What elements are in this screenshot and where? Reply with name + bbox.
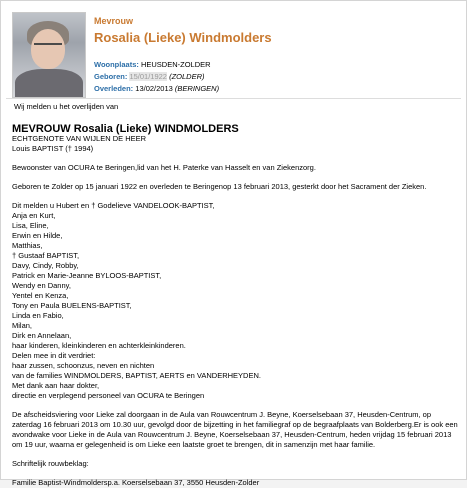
portrait-glasses bbox=[34, 43, 62, 51]
overleden-place: (BERINGEN) bbox=[174, 84, 220, 93]
family-line: Delen mee in dit verdriet: bbox=[12, 351, 96, 360]
name-prefix: Mevrouw bbox=[94, 16, 134, 26]
service-paragraph: De afscheidsviering voor Lieke zal doorgaan in de Aula van Rouwcentrum J. Beyne, Koerselsebaan 37, Heusden-Centrum, op zaterdag 16 februari 2013 om 10.30 uur, gevolgd door de bijzetting in het familiegraf op de begraafplaats van Bolderberg.Er is ook een avondwake voor Lieke in de Aula van Rouwcentrum J. Beyne, Koerselsebaan 37, Heusden-Centrum, heden vrijdag 15 februari 2013 om 19 uur, waarna er gelegenheid is om Lieke een laatste groet te brengen, dit in samenzijn met haar familie. bbox=[12, 410, 458, 449]
fact-woonplaats bbox=[94, 59, 219, 71]
obituary-header bbox=[94, 16, 458, 45]
family-line: Matthias, bbox=[12, 241, 43, 250]
family-line: haar kinderen, kleinkinderen en achterkleinkinderen. bbox=[12, 341, 186, 350]
portrait-photo bbox=[12, 12, 86, 98]
family-line: Milan, bbox=[12, 321, 33, 330]
header-divider bbox=[6, 98, 461, 99]
fact-geboren bbox=[94, 71, 219, 83]
family-line: haar zussen, schoonzus, neven en nichten bbox=[12, 361, 155, 370]
geboren-place: (ZOLDER) bbox=[169, 72, 205, 81]
portrait-shoulders bbox=[15, 69, 83, 98]
family-line: directie en verplegend personeel van OCURA te Beringen bbox=[12, 391, 205, 400]
family-line: † Gustaaf BAPTIST, bbox=[12, 251, 80, 260]
family-line: Wendy en Danny, bbox=[12, 281, 71, 290]
family-line: Lisa, Eline, bbox=[12, 221, 49, 230]
spouse-name: Louis BAPTIST († 1994) bbox=[12, 144, 94, 153]
announcement-title: MEVROUW Rosalia (Lieke) WINDMOLDERS bbox=[12, 123, 239, 135]
family-line: Tony en Paula BUELENS-BAPTIST, bbox=[12, 301, 132, 310]
family-line: Yentel en Kenza, bbox=[12, 291, 69, 300]
family-line: Dit melden u Hubert en † Godelieve VANDELOOK-BAPTIST, bbox=[12, 201, 215, 210]
family-line: Linda en Fabio, bbox=[12, 311, 64, 320]
obituary-text bbox=[12, 102, 460, 488]
family-line: Erwin en Hilde, bbox=[12, 231, 63, 240]
spouse-line: ECHTGENOTE VAN WIJLEN DE HEER bbox=[12, 134, 147, 143]
family-list bbox=[12, 201, 460, 401]
deceased-name: Rosalia (Lieke) Windmolders bbox=[94, 30, 272, 45]
birth-death-paragraph: Geboren te Zolder op 15 januari 1922 en overleden te Beringenop 13 februari 2013, gesterkt door het Sacrament der Zieken. bbox=[12, 182, 427, 191]
residence-paragraph: Bewoonster van OCURA te Beringen,lid van het H. Paterke van Hasselt en van Ziekenzorg. bbox=[12, 163, 316, 172]
family-line: Met dank aan haar dokter, bbox=[12, 381, 100, 390]
condolence-label: Schriftelijk rouwbeklag: bbox=[12, 459, 89, 468]
facts-block bbox=[94, 59, 219, 95]
geboren-label: Geboren: bbox=[94, 72, 128, 81]
overleden-label: Overleden: bbox=[94, 84, 134, 93]
family-line: Anja en Kurt, bbox=[12, 211, 56, 220]
family-line: Davy, Cindy, Robby, bbox=[12, 261, 79, 270]
family-line: Patrick en Marie-Jeanne BYLOOS-BAPTIST, bbox=[12, 271, 162, 280]
woonplaats-value: HEUSDEN-ZOLDER bbox=[140, 60, 211, 69]
family-line: van de families WINDMOLDERS, BAPTIST, AERTS en VANDERHEYDEN. bbox=[12, 371, 261, 380]
woonplaats-label: Woonplaats: bbox=[94, 60, 139, 69]
intro-line: Wij melden u het overlijden van bbox=[14, 102, 119, 111]
geboren-date: 15/01/1922 bbox=[129, 72, 167, 81]
overleden-date: 13/02/2013 bbox=[135, 84, 173, 93]
family-line: Dirk en Annelaan, bbox=[12, 331, 72, 340]
fact-overleden bbox=[94, 83, 219, 95]
condolence-address: Familie Baptist-Windmoldersp.a. Koerselsebaan 37, 3550 Heusden-Zolder bbox=[12, 478, 260, 487]
